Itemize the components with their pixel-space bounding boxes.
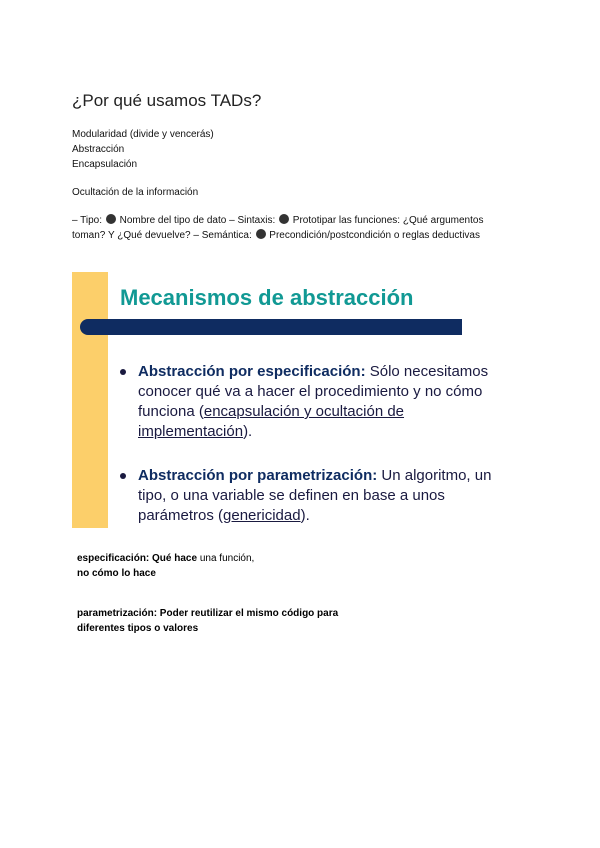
tipo-text-4: Precondición/postcondición o reglas deductivas [266, 230, 480, 241]
bullet-end: ). [243, 423, 253, 440]
tipo-paragraph [72, 213, 512, 243]
list-item: Modularidad (divide y vencerás) [72, 129, 214, 140]
bullet-heading: Abstracción por parametrización: [138, 467, 378, 484]
note-especificacion [77, 551, 254, 581]
tipo-text-2: Nombre del tipo de dato – Sintaxis: [116, 215, 279, 226]
tipo-text-3: Prototipar las funciones: ¿Qué argumentos toman? Y ¿Qué devuelve? – Semántica: [72, 215, 484, 241]
slide-title: Mecanismos de abstracción [120, 285, 414, 310]
slide-title-rule [80, 319, 462, 335]
slide-image [72, 272, 522, 528]
hiding-text: Ocultación de la información [72, 187, 199, 198]
bullet-link: genericidad [223, 507, 301, 524]
note-text: una función, [197, 553, 255, 564]
bullet-heading: Abstracción por especificación: [138, 363, 366, 380]
slide-bullet [120, 362, 520, 442]
bullet-text: Sólo necesitamos conocer qué va a hacer el procedimiento y no cómo funciona ( [138, 363, 489, 420]
note-bold: diferentes tipos o valores [77, 623, 199, 634]
slide-accent-bar [72, 272, 108, 528]
bullet-icon [120, 369, 126, 375]
list-item: Encapsulación [72, 159, 138, 170]
note-parametrizacion [77, 606, 338, 636]
page-title: ¿Por qué usamos TADs? [72, 91, 262, 110]
bullet-text: Un algoritmo, un tipo, o una variable se definen en base a unos parámetros ( [138, 467, 492, 524]
list-item: Abstracción [72, 144, 125, 155]
slide-bullet [120, 466, 520, 526]
tipo-text-1: – Tipo: [72, 215, 105, 226]
note-bold: especificación: Qué hace [77, 553, 198, 564]
bullet-icon [120, 473, 126, 479]
bullet-dot-icon [256, 229, 266, 239]
bullet-end: ). [300, 507, 310, 524]
note-bold: parametrización: Poder reutilizar el mismo código para [77, 608, 339, 619]
bullet-dot-icon [106, 214, 116, 224]
bullet-link: encapsulación y ocultación de implementación [138, 403, 405, 440]
bullet-dot-icon [279, 214, 289, 224]
note-bold: no cómo lo hace [77, 568, 156, 579]
